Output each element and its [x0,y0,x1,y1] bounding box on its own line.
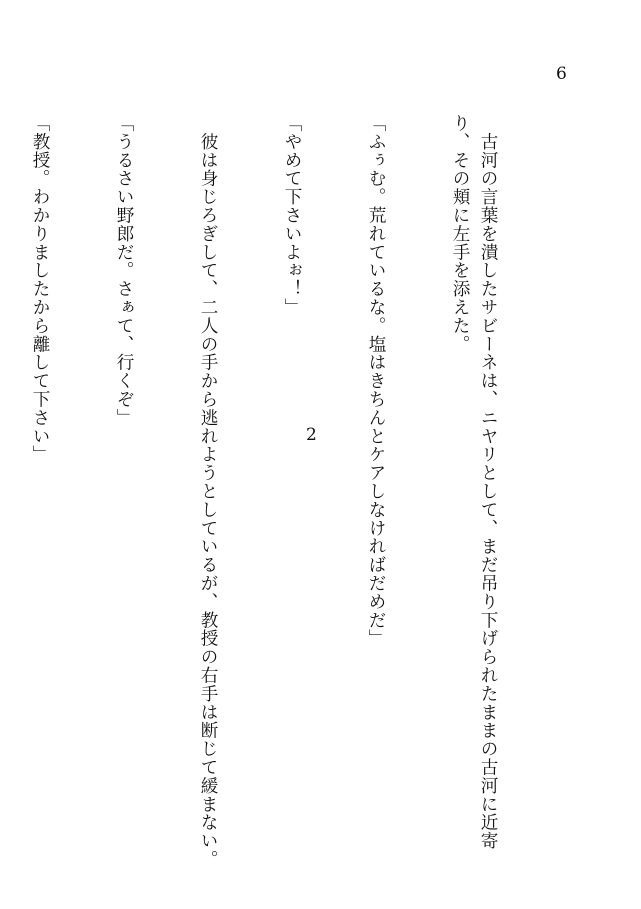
section-number: 2 [306,425,317,445]
dialogue-line: 「ふぅむ。荒れているな。塩はきちんとケアしなければだめだ」 [366,114,386,648]
dialogue-line: 「教授。わかりましたから離して下さい」 [30,114,50,464]
paragraph: 古河の言葉を潰したサビーネは、ニヤリとして、まだ吊り下げられたままの古河に近寄り、その頬に左手を添えた。 [450,114,498,850]
vertical-text-body [0,114,558,874]
dialogue-line: 「やめて下さいよぉ！」 [282,114,302,317]
paragraph: 彼は身じろぎして、二人の手から逃れようとしているが、教授の右手は断じて緩まない。 [198,114,218,869]
page-number: 6 [556,64,567,84]
dialogue-line: 「うるさい野郎だ。さぁて、行くぞ」 [114,114,134,427]
